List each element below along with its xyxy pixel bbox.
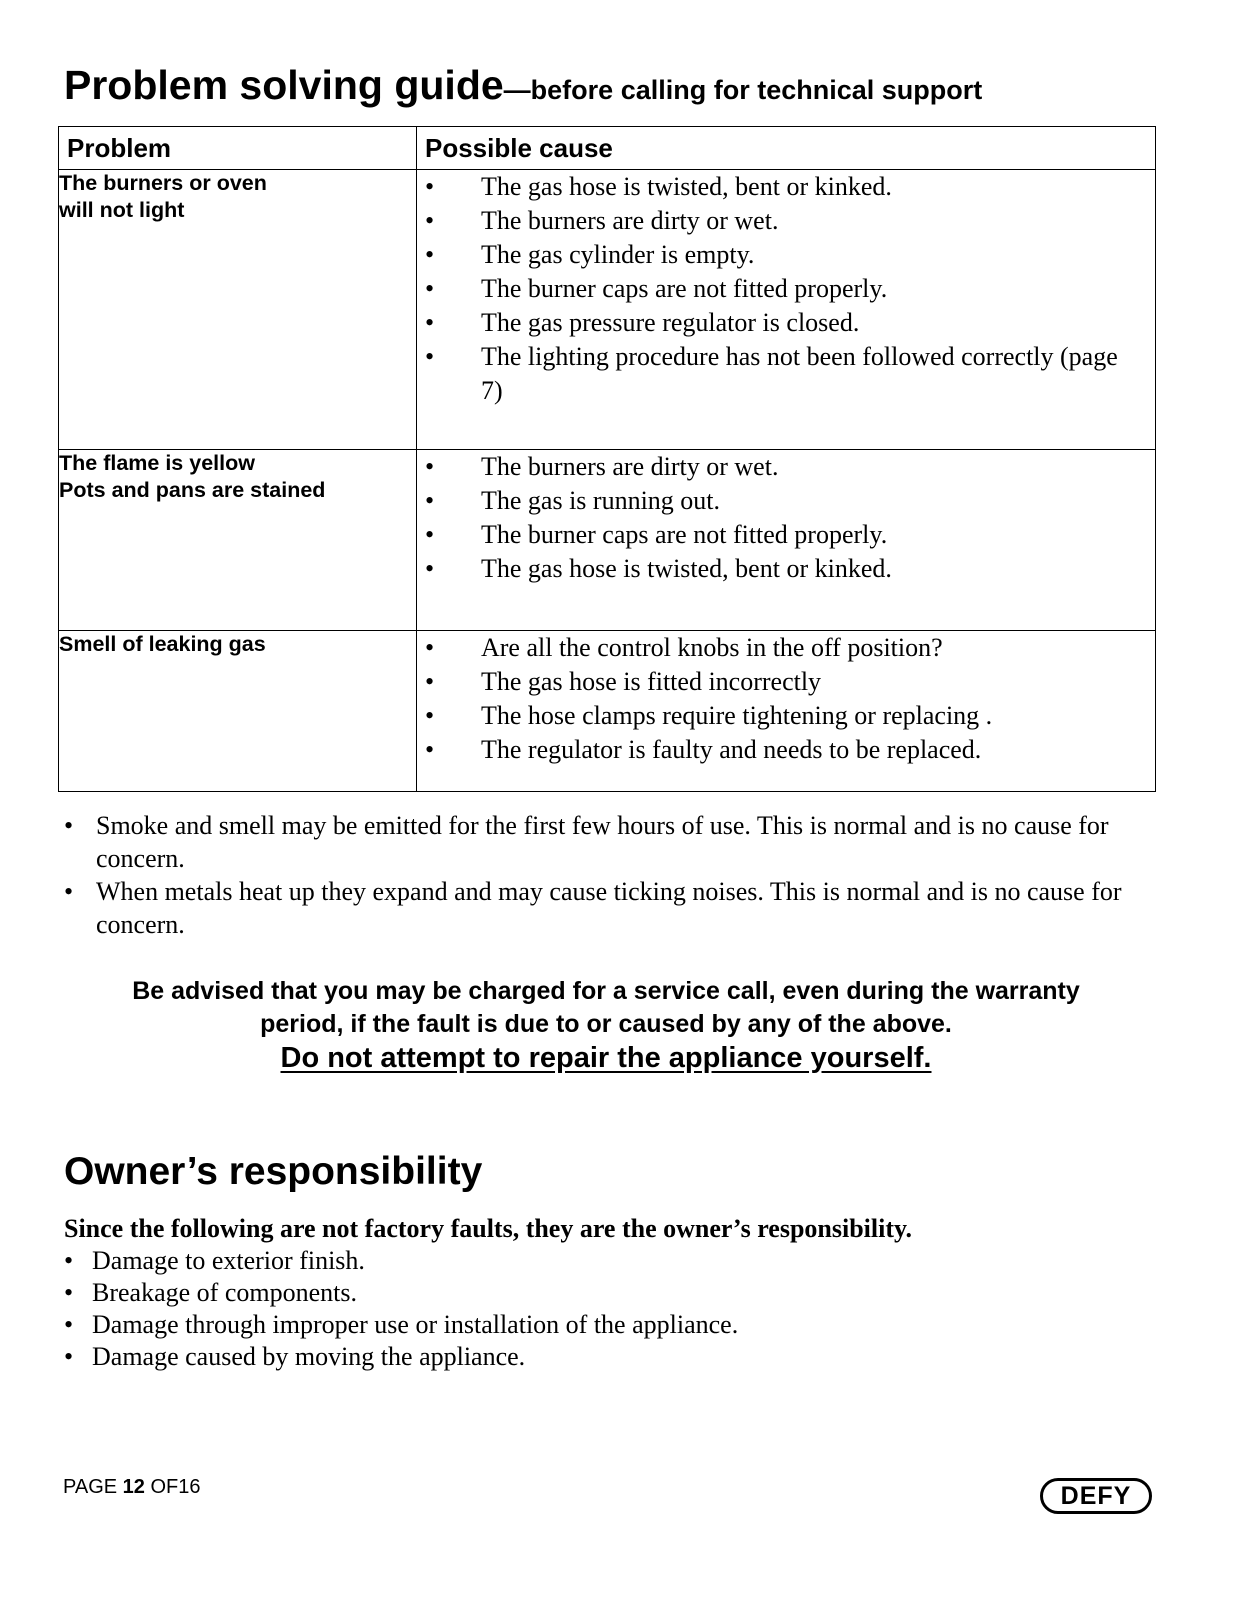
page-title-sub: —before calling for technical support bbox=[503, 75, 983, 105]
bullet: • bbox=[425, 520, 435, 549]
bullet: • bbox=[64, 1246, 74, 1275]
bullet: • bbox=[425, 452, 435, 481]
cause-text: The burners are dirty or wet. bbox=[481, 206, 779, 235]
bullet: • bbox=[425, 206, 435, 235]
bullet: • bbox=[64, 1278, 74, 1307]
table-header-row bbox=[59, 127, 1156, 170]
page-suffix: OF16 bbox=[144, 1476, 201, 1498]
owner-item bbox=[60, 1277, 738, 1309]
bullet: • bbox=[64, 811, 74, 840]
repair-warning bbox=[60, 1038, 1152, 1078]
problem-cell bbox=[59, 450, 417, 631]
cause-text: The gas is running out. bbox=[481, 486, 721, 515]
page-title bbox=[64, 62, 982, 109]
bullet: • bbox=[425, 735, 435, 764]
advice-line: Be advised that you may be charged for a service call, even during the warranty bbox=[132, 977, 1080, 1005]
cause-text: The gas pressure regulator is closed. bbox=[481, 308, 860, 337]
bullet: • bbox=[425, 554, 435, 583]
owner-list bbox=[60, 1245, 738, 1373]
cause-text: The hose clamps require tightening or replacing . bbox=[481, 701, 993, 730]
bullet: • bbox=[64, 1342, 74, 1371]
owner-item-text: Damage to exterior finish. bbox=[92, 1246, 365, 1275]
cause-text: The gas hose is twisted, bent or kinked. bbox=[481, 554, 892, 583]
cause-item bbox=[417, 552, 1155, 586]
cause-text: The gas hose is fitted incorrectly bbox=[481, 667, 822, 696]
cause-item bbox=[417, 733, 1155, 767]
bullet: • bbox=[425, 701, 435, 730]
cause-item bbox=[417, 204, 1155, 238]
repair-warning-text: Do not attempt to repair the appliance yourself. bbox=[280, 1042, 932, 1074]
cause-item bbox=[417, 340, 1155, 408]
cause-item bbox=[417, 699, 1155, 733]
bullet: • bbox=[425, 667, 435, 696]
cause-text: The gas cylinder is empty. bbox=[481, 240, 755, 269]
cause-item bbox=[417, 631, 1155, 665]
problem-cell bbox=[59, 631, 417, 792]
cause-item bbox=[417, 518, 1155, 552]
cause-text: The burner caps are not fitted properly. bbox=[481, 274, 888, 303]
header-problem: Problem bbox=[59, 127, 417, 170]
bullet: • bbox=[425, 172, 435, 201]
page-current: 12 bbox=[122, 1476, 145, 1498]
cause-item bbox=[417, 238, 1155, 272]
causes-cell bbox=[417, 631, 1156, 792]
service-call-advice bbox=[60, 975, 1152, 1041]
bullet: • bbox=[425, 308, 435, 337]
note-text: Smoke and smell may be emitted for the first few hours of use. This is normal and is no cause for concern. bbox=[96, 811, 1109, 873]
problem-table bbox=[58, 126, 1156, 792]
table-row bbox=[59, 450, 1156, 631]
owner-item bbox=[60, 1341, 738, 1373]
cause-list bbox=[417, 450, 1155, 586]
advice-line: period, if the fault is due to or caused by any of the above. bbox=[260, 1010, 952, 1038]
causes-cell bbox=[417, 170, 1156, 450]
cause-item bbox=[417, 170, 1155, 204]
problem-text: The flame is yellow bbox=[59, 451, 255, 475]
note-item bbox=[60, 809, 1150, 875]
cause-item bbox=[417, 484, 1155, 518]
bullet: • bbox=[425, 274, 435, 303]
page-title-main: Problem solving guide bbox=[64, 62, 504, 108]
cause-text: The burner caps are not fitted properly. bbox=[481, 520, 888, 549]
problem-text: The burners or oven bbox=[59, 171, 267, 195]
bullet: • bbox=[64, 1310, 74, 1339]
cause-item bbox=[417, 306, 1155, 340]
problem-cell bbox=[59, 170, 417, 450]
cause-text: The burners are dirty or wet. bbox=[481, 452, 779, 481]
header-possible-cause: Possible cause bbox=[417, 127, 1156, 170]
cause-item bbox=[417, 450, 1155, 484]
cause-text: The lighting procedure has not been followed correctly (page 7) bbox=[481, 342, 1118, 405]
owner-item bbox=[60, 1309, 738, 1341]
cause-list bbox=[417, 170, 1155, 408]
owner-heading: Owner’s responsibility bbox=[64, 1150, 483, 1193]
page-prefix: PAGE bbox=[63, 1476, 123, 1498]
notes-list bbox=[60, 809, 1150, 941]
bullet: • bbox=[64, 877, 74, 906]
cause-text: Are all the control knobs in the off position? bbox=[481, 633, 943, 662]
cause-text: The gas hose is twisted, bent or kinked. bbox=[481, 172, 892, 201]
problem-text: Smell of leaking gas bbox=[59, 632, 266, 656]
note-text: When metals heat up they expand and may cause ticking noises. This is normal and is no cause for concern. bbox=[96, 877, 1122, 939]
cause-list bbox=[417, 631, 1155, 767]
bullet: • bbox=[425, 486, 435, 515]
cause-item bbox=[417, 272, 1155, 306]
owner-item bbox=[60, 1245, 738, 1277]
cause-item bbox=[417, 665, 1155, 699]
bullet: • bbox=[425, 240, 435, 269]
cause-text: The regulator is faulty and needs to be replaced. bbox=[481, 735, 982, 764]
owner-intro: Since the following are not factory faults, they are the owner’s responsibility. bbox=[64, 1214, 913, 1243]
causes-cell bbox=[417, 450, 1156, 631]
table-row bbox=[59, 170, 1156, 450]
problem-text: Pots and pans are stained bbox=[59, 478, 326, 502]
note-item bbox=[60, 875, 1150, 941]
bullet: • bbox=[425, 342, 435, 371]
owner-item-text: Damage through improper use or installation of the appliance. bbox=[92, 1310, 739, 1339]
defy-logo: DEFY bbox=[1040, 1478, 1152, 1514]
bullet: • bbox=[425, 633, 435, 662]
owner-item-text: Breakage of components. bbox=[92, 1278, 357, 1307]
owner-item-text: Damage caused by moving the appliance. bbox=[92, 1342, 526, 1371]
table-row bbox=[59, 631, 1156, 792]
page-number bbox=[63, 1476, 200, 1499]
problem-text: will not light bbox=[59, 198, 185, 222]
